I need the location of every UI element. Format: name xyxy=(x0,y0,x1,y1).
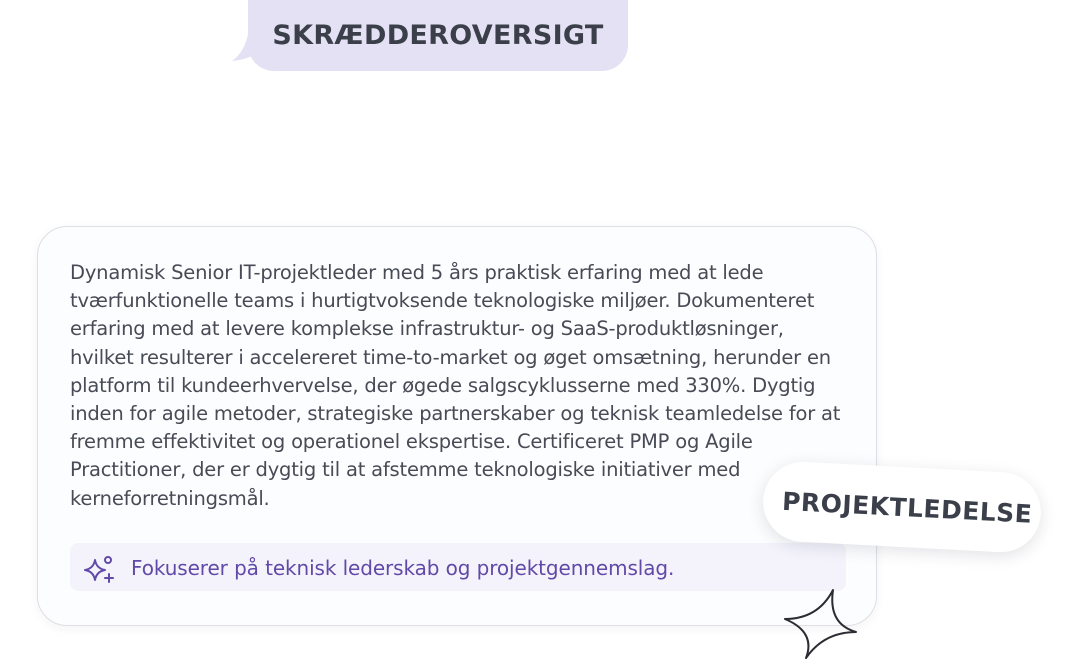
page-title: SKRÆDDEROVERSIGT xyxy=(272,20,604,51)
focus-banner xyxy=(70,543,846,591)
sparkles-icon xyxy=(84,555,114,583)
summary-card xyxy=(37,226,877,626)
role-tag xyxy=(761,460,1043,554)
sparkle-outline-icon xyxy=(782,586,862,662)
role-tag-label: PROJEKTLEDELSE xyxy=(781,486,1034,529)
speech-bubble-tail xyxy=(232,22,272,62)
header-speech-bubble xyxy=(248,0,628,71)
focus-text: Fokuserer på teknisk lederskab og projektgennemslag. xyxy=(131,556,675,580)
summary-text: Dynamisk Senior IT-projektleder med 5 års praktisk erfaring med at lede tværfunktionelle teams i hurtigtvoksende teknologiske miljøer. Dokumenteret erfaring med at levere komplekse infrastruktur- og SaaS-produktløsninger, hvilket resulterer i accelereret time-to-market og øget omsætning, herunder en platform til kundeerhvervelse, der øgede salgscyklusserne med 330%. Dygtig inden for agile metoder, strategiske partnerskaber og teknisk teamledelse for at fremme effektivitet og operationel ekspertise. Certificeret PMP og Agile Practitioner, der er dygtig til at afstemme teknologiske initiativer med kerneforretningsmål. xyxy=(70,261,841,510)
